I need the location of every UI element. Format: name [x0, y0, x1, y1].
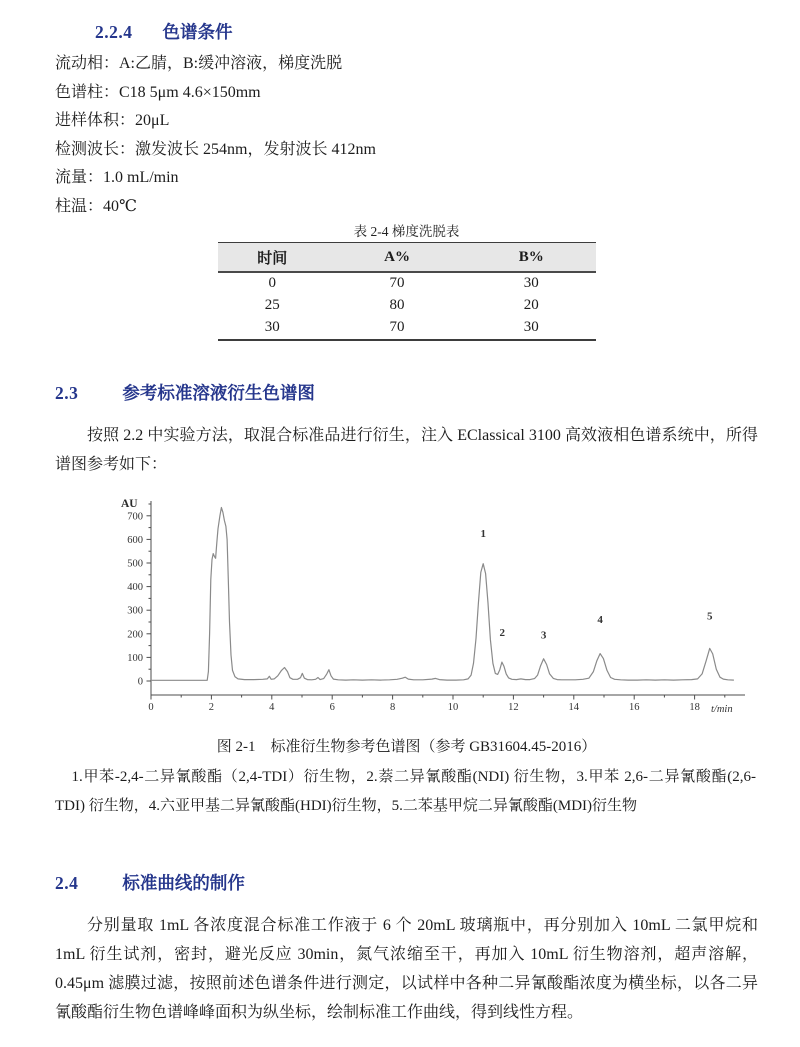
gradient-table-header-row: [218, 242, 596, 272]
table-caption: 表 2-4 梯度洗脱表: [353, 223, 460, 239]
peak-number-label: 1: [480, 527, 486, 540]
gradient-column-header: 时间: [257, 250, 288, 267]
x-axis-tick-label: 14: [568, 701, 580, 713]
condition-line: 流动相：A:乙腈，B:缓冲溶液，梯度洗脱: [55, 55, 343, 72]
peak-number-label: 5: [706, 610, 713, 623]
gradient-table-cell: 30: [264, 319, 280, 336]
y-axis-tick-label: 300: [127, 605, 143, 617]
gradient-table-cell: 20: [523, 297, 539, 314]
chromatogram-chart: [113, 493, 757, 721]
section-heading-2-2-4: [95, 20, 758, 44]
gradient-elution-table: [218, 242, 596, 341]
section-2-4-paragraph: 分别量取 1mL 各浓度混合标准工作液于 6 个 20mL 玻璃瓶中，再分别加入 10mL 二氯甲烷和 1mL 衍生试剂，密封，避光反应 30min，氮气浓缩至干，再加入 10mL 衍生物溶剂，超声溶解，0.45μm 滤膜过滤，按照前述色谱条件进行测定，以试样中各种二异氰酸酯浓度为横坐标，以各二异氰酸酯衍生物色谱峰峰面积为纵坐标，绘制标准工作曲线，得到线性方程。: [55, 916, 758, 1021]
gradient-table-cell: 30: [523, 275, 539, 292]
x-axis-unit-label: t/min: [711, 703, 733, 715]
y-axis-tick-label: 200: [127, 628, 143, 640]
section-number: 2.4: [55, 872, 79, 893]
section-number: 2.3: [55, 382, 79, 403]
section-2-3-paragraph: 按照 2.2 中实验方法，取混合标准品进行衍生，注入 EClassical 3100 高效液相色谱系统中，所得谱图参考如下：: [55, 426, 758, 473]
x-axis-tick-label: 16: [628, 701, 640, 713]
figure-caption: 图 2-1 标准衍生物参考色谱图（参考 GB31604.45-2016）: [216, 738, 597, 755]
peak-number-label: 3: [540, 629, 547, 642]
y-axis-tick-label: 500: [127, 558, 143, 570]
peak-number-label: 2: [499, 626, 505, 639]
x-axis-tick-label: 10: [447, 701, 459, 713]
section-title: 标准曲线的制作: [122, 872, 245, 893]
gradient-column-header: B%: [518, 248, 544, 265]
condition-line: 进样体积：20μL: [55, 112, 170, 130]
chromatogram-figure: [113, 493, 758, 726]
gradient-table-cell: 0: [268, 275, 277, 292]
y-axis-tick-label: 600: [127, 534, 143, 546]
x-axis-tick-label: 6: [329, 701, 335, 713]
section-heading-2-4: [55, 871, 758, 895]
gradient-table-row: [218, 272, 596, 295]
peak-number-label: 4: [597, 613, 603, 626]
x-axis-tick-label: 18: [689, 701, 700, 713]
x-axis-tick-label: 0: [148, 701, 154, 713]
y-axis-tick-label: 0: [137, 676, 143, 688]
chromatogram-trace: [151, 507, 734, 680]
x-axis-tick-label: 8: [389, 701, 396, 713]
section-number: 2.2.4: [95, 22, 133, 42]
x-axis-tick-label: 2: [208, 701, 215, 713]
condition-list: [55, 50, 758, 222]
gradient-table-cell: 80: [389, 297, 405, 314]
condition-line: 色谱柱：C18 5μm 4.6×150mm: [55, 83, 261, 101]
section-title: 色谱条件: [162, 22, 233, 42]
gradient-table-cell: 25: [264, 297, 280, 314]
section-heading-2-3: [55, 381, 758, 405]
y-axis-tick-label: 700: [127, 510, 143, 522]
gradient-table-row: [218, 295, 596, 317]
x-axis-tick-label: 4: [269, 701, 275, 713]
gradient-table-cell: 70: [389, 275, 405, 292]
y-axis-unit-label: AU: [121, 497, 138, 510]
condition-line: 柱温：40℃: [55, 197, 137, 215]
figure-legend: 1.甲苯-2,4-二异氰酸酯（2,4-TDI）衍生物，2.萘二异氰酸酯(NDI) 衍生物，3.甲苯 2,6-二异氰酸酯(2,6-TDI) 衍生物，4.六亚甲基二异氰酸酯(HDI)衍生物，5.二苯基甲烷二异氰酸酯(MDI)衍生物: [55, 768, 756, 814]
gradient-table-row: [218, 317, 596, 340]
gradient-table-cell: 30: [523, 319, 539, 336]
section-title: 参考标准溶液衍生色谱图: [122, 382, 315, 403]
condition-line: 检测波长：激发波长 254nm，发射波长 412nm: [55, 140, 376, 158]
gradient-table-cell: 70: [389, 319, 405, 336]
y-axis-tick-label: 400: [127, 581, 143, 593]
condition-line: 流量：1.0 mL/min: [55, 169, 179, 187]
gradient-column-header: A%: [384, 248, 410, 265]
gradient-table-body: [218, 272, 596, 340]
x-axis-tick-label: 12: [508, 701, 519, 713]
y-axis-tick-label: 100: [127, 652, 143, 664]
